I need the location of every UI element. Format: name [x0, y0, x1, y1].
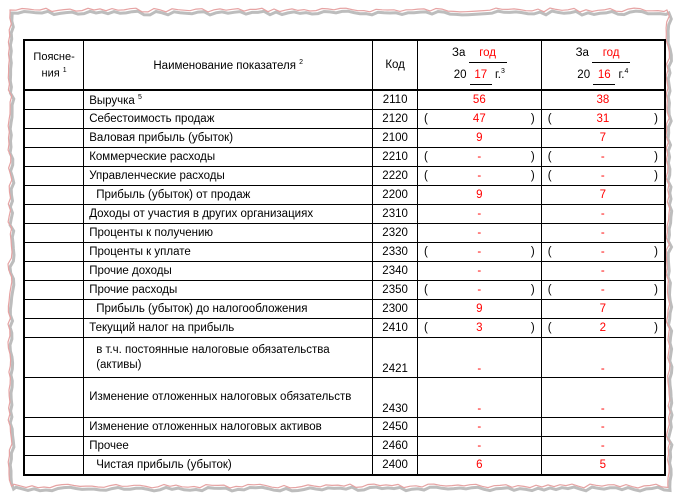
value: 56 — [472, 94, 486, 106]
indicator-name-cell — [84, 110, 373, 129]
period1-century: 20 — [453, 68, 467, 81]
period1-value-cell — [417, 110, 541, 129]
table-row — [24, 378, 665, 418]
period2-column-header — [541, 40, 665, 90]
value: 7 — [599, 189, 607, 201]
report-page — [6, 6, 666, 486]
period1-value-cell — [417, 186, 541, 205]
period2-value-cell — [541, 129, 665, 148]
close-paren: ) — [654, 246, 658, 258]
indicator-name: Выручка — [89, 94, 135, 107]
notes-cell — [24, 243, 84, 262]
value: - — [477, 440, 482, 452]
open-paren: ( — [423, 170, 428, 182]
table-header-row — [24, 40, 665, 90]
table-row — [24, 262, 665, 281]
open-paren: ( — [547, 322, 552, 334]
line-code-cell: 2400 — [373, 456, 418, 476]
period2-year: 16 — [593, 67, 615, 85]
period1-type: год — [469, 45, 507, 63]
table-row — [24, 338, 665, 378]
indicator-name: Проценты к получению — [89, 227, 214, 239]
indicator-name-cell — [84, 224, 373, 243]
table-row — [24, 224, 665, 243]
table-row — [24, 167, 665, 186]
value: - — [477, 265, 482, 277]
indicator-name-cell — [84, 262, 373, 281]
notes-cell — [24, 129, 84, 148]
notes-cell — [24, 338, 84, 378]
notes-header-line1: Поясне- — [33, 50, 75, 63]
value: - — [477, 246, 482, 258]
indicator-name: Прочее — [89, 440, 129, 452]
close-paren: ) — [654, 170, 658, 182]
line-code-cell: 2210 — [373, 148, 418, 167]
table-row — [24, 319, 665, 338]
indicator-name-cell — [84, 129, 373, 148]
period2-g: г. — [618, 68, 625, 81]
close-paren: ) — [530, 322, 535, 334]
value: 7 — [599, 132, 607, 144]
table-row — [24, 418, 665, 437]
indicator-footnote-mark: 2 — [299, 58, 304, 66]
period2-value-cell — [541, 262, 665, 281]
value: 38 — [596, 94, 610, 106]
indicator-name: Управленческие расходы — [89, 170, 225, 182]
period1-za: За — [452, 47, 466, 60]
value: - — [600, 151, 605, 163]
table-row — [24, 148, 665, 167]
line-code-cell: 2450 — [373, 418, 418, 437]
notes-cell — [24, 437, 84, 456]
indicator-name-cell — [84, 281, 373, 300]
table-row — [24, 437, 665, 456]
table-row — [24, 300, 665, 319]
close-paren: ) — [530, 113, 535, 125]
indicator-name-cell — [84, 167, 373, 186]
indicator-name: Изменение отложенных налоговых активов — [89, 421, 322, 433]
code-column-header — [373, 40, 418, 90]
period2-value-cell — [541, 338, 665, 378]
notes-cell — [24, 167, 84, 186]
period2-value-cell — [541, 243, 665, 262]
period1-year: 17 — [470, 67, 492, 85]
open-paren: ( — [423, 322, 428, 334]
period2-value-cell — [541, 186, 665, 205]
code-header-label: Код — [385, 59, 405, 71]
period1-value-cell — [417, 262, 541, 281]
close-paren: ) — [654, 322, 658, 334]
value: 7 — [599, 303, 607, 315]
indicator-column-header — [84, 40, 373, 90]
value: - — [600, 363, 605, 375]
line-code-cell: 2320 — [373, 224, 418, 243]
period2-value-cell — [541, 205, 665, 224]
period2-value-cell — [541, 90, 665, 110]
period1-value-cell — [417, 148, 541, 167]
indicator-name-cell — [84, 319, 373, 338]
indicator-name-cell — [84, 338, 373, 378]
footnote-mark: 5 — [138, 93, 142, 101]
period1-value-cell — [417, 281, 541, 300]
table-row — [24, 243, 665, 262]
indicator-name: Прочие доходы — [89, 265, 172, 277]
line-code-cell: 2340 — [373, 262, 418, 281]
value: 2 — [599, 322, 607, 334]
open-paren: ( — [547, 284, 552, 296]
value: 6 — [476, 459, 483, 471]
indicator-name: Проценты к уплате — [89, 246, 191, 258]
value: 9 — [476, 303, 483, 315]
period2-za: За — [575, 47, 589, 60]
table-row — [24, 90, 665, 110]
period1-value-cell — [417, 243, 541, 262]
indicator-name-cell — [84, 90, 373, 110]
value: 31 — [596, 113, 610, 125]
notes-column-header — [24, 40, 84, 90]
indicator-name-cell — [84, 148, 373, 167]
line-code-cell: 2220 — [373, 167, 418, 186]
value: - — [477, 421, 482, 433]
period1-value-cell — [417, 205, 541, 224]
indicator-name: Изменение отложенных налоговых обязательств — [89, 391, 352, 403]
notes-cell — [24, 186, 84, 205]
indicator-name: Прибыль (убыток) от продаж — [96, 189, 251, 201]
line-code-cell: 2350 — [373, 281, 418, 300]
close-paren: ) — [530, 151, 535, 163]
notes-cell — [24, 319, 84, 338]
table-row — [24, 456, 665, 476]
indicator-header-label: Наименование показателя — [153, 59, 296, 72]
table-body — [24, 90, 665, 475]
indicator-name: Валовая прибыль (убыток) — [89, 132, 234, 144]
open-paren: ( — [423, 113, 428, 125]
value: - — [477, 227, 482, 239]
period2-value-cell — [541, 418, 665, 437]
value: - — [477, 170, 482, 182]
value: 5 — [599, 459, 607, 471]
line-code-cell: 2421 — [373, 338, 418, 378]
indicator-name-cell — [84, 456, 373, 476]
open-paren: ( — [423, 246, 428, 258]
indicator-name-cell — [84, 205, 373, 224]
period1-value-cell — [417, 378, 541, 418]
period1-value-cell — [417, 90, 541, 110]
period1-footnote-mark: 3 — [500, 68, 505, 76]
notes-header-line2: ния — [41, 67, 60, 80]
close-paren: ) — [654, 151, 658, 163]
open-paren: ( — [547, 113, 552, 125]
open-paren: ( — [547, 246, 552, 258]
table-row — [24, 186, 665, 205]
line-code-cell: 2310 — [373, 205, 418, 224]
value: - — [600, 440, 605, 452]
period1-value-cell — [417, 418, 541, 437]
line-code-cell: 2200 — [373, 186, 418, 205]
period2-value-cell — [541, 167, 665, 186]
value: 47 — [472, 113, 486, 125]
period2-value-cell — [541, 110, 665, 129]
period1-value-cell — [417, 319, 541, 338]
close-paren: ) — [654, 113, 658, 125]
line-code-cell: 2120 — [373, 110, 418, 129]
close-paren: ) — [654, 284, 658, 296]
period2-century: 20 — [577, 68, 591, 81]
notes-cell — [24, 378, 84, 418]
indicator-name-cell — [84, 186, 373, 205]
indicator-name: Чистая прибыль (убыток) — [96, 459, 232, 471]
period1-column-header — [417, 40, 541, 90]
notes-cell — [24, 90, 84, 110]
notes-cell — [24, 300, 84, 319]
notes-cell — [24, 148, 84, 167]
period1-value-cell — [417, 224, 541, 243]
period1-value-cell — [417, 437, 541, 456]
table-row — [24, 205, 665, 224]
value: - — [600, 170, 605, 182]
period2-value-cell — [541, 378, 665, 418]
line-code-cell: 2330 — [373, 243, 418, 262]
value: - — [477, 363, 482, 375]
value: - — [477, 208, 482, 220]
indicator-name: Прибыль (убыток) до налогообложения — [96, 303, 308, 315]
indicator-name-cell — [84, 300, 373, 319]
value: - — [477, 284, 482, 296]
open-paren: ( — [547, 151, 552, 163]
period2-value-cell — [541, 224, 665, 243]
indicator-name: Себестоимость продаж — [89, 113, 215, 125]
indicator-name-cell — [84, 418, 373, 437]
indicator-name: в т.ч. постоянные налоговые обязательства (активы) — [96, 343, 330, 371]
line-code-cell: 2100 — [373, 129, 418, 148]
value: - — [600, 284, 605, 296]
period2-value-cell — [541, 148, 665, 167]
value: - — [600, 208, 605, 220]
period1-value-cell — [417, 129, 541, 148]
close-paren: ) — [530, 246, 535, 258]
indicator-name: Текущий налог на прибыль — [89, 322, 235, 334]
notes-cell — [24, 205, 84, 224]
financial-results-table — [23, 39, 666, 476]
notes-cell — [24, 262, 84, 281]
value: - — [600, 265, 605, 277]
period2-type: год — [592, 45, 630, 63]
value: - — [600, 403, 605, 415]
notes-cell — [24, 281, 84, 300]
open-paren: ( — [423, 284, 428, 296]
close-paren: ) — [530, 284, 535, 296]
notes-cell — [24, 456, 84, 476]
period2-value-cell — [541, 300, 665, 319]
period1-value-cell — [417, 167, 541, 186]
period1-value-cell — [417, 456, 541, 476]
value: - — [600, 421, 605, 433]
line-code-cell: 2110 — [373, 90, 418, 110]
value: - — [477, 151, 482, 163]
notes-footnote-mark: 1 — [62, 66, 67, 74]
notes-cell — [24, 418, 84, 437]
period1-value-cell — [417, 338, 541, 378]
line-code-cell: 2300 — [373, 300, 418, 319]
line-code-cell: 2430 — [373, 378, 418, 418]
value: - — [477, 403, 482, 415]
open-paren: ( — [547, 170, 552, 182]
value: 9 — [476, 189, 483, 201]
indicator-name-cell — [84, 437, 373, 456]
period1-g: г. — [494, 68, 501, 81]
period2-value-cell — [541, 281, 665, 300]
period1-value-cell — [417, 300, 541, 319]
indicator-name: Коммерческие расходы — [89, 151, 216, 163]
period2-value-cell — [541, 319, 665, 338]
period2-value-cell — [541, 456, 665, 476]
line-code-cell: 2460 — [373, 437, 418, 456]
indicator-name: Доходы от участия в других организациях — [89, 208, 314, 220]
notes-cell — [24, 110, 84, 129]
value: 9 — [476, 132, 483, 144]
indicator-name: Прочие расходы — [89, 284, 178, 296]
table-row — [24, 129, 665, 148]
value: - — [600, 227, 605, 239]
open-paren: ( — [423, 151, 428, 163]
value: - — [600, 246, 605, 258]
table-row — [24, 110, 665, 129]
indicator-name-cell — [84, 243, 373, 262]
indicator-name-cell — [84, 378, 373, 418]
value: 3 — [476, 322, 483, 334]
notes-cell — [24, 224, 84, 243]
period2-footnote-mark: 4 — [624, 68, 629, 76]
table-row — [24, 281, 665, 300]
period2-value-cell — [541, 437, 665, 456]
line-code-cell: 2410 — [373, 319, 418, 338]
close-paren: ) — [530, 170, 535, 182]
